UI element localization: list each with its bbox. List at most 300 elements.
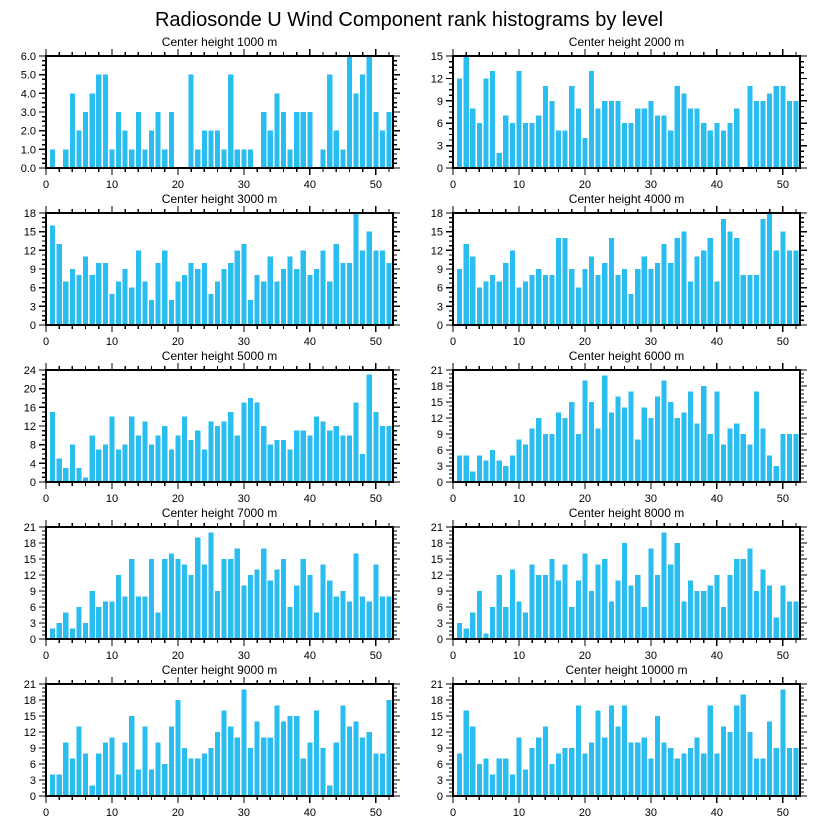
bar bbox=[688, 580, 693, 639]
bar bbox=[156, 743, 161, 796]
y-tick-label: 15 bbox=[430, 397, 443, 409]
x-tick-label: 20 bbox=[578, 336, 592, 348]
bar bbox=[208, 748, 213, 796]
bar bbox=[787, 748, 792, 796]
bar bbox=[728, 732, 733, 796]
bar bbox=[136, 769, 141, 796]
y-axis-labels bbox=[431, 522, 443, 646]
bar bbox=[63, 612, 68, 639]
y-tick-label: 15 bbox=[430, 226, 443, 239]
bar bbox=[169, 554, 174, 639]
bar bbox=[642, 607, 647, 639]
bar bbox=[182, 417, 187, 482]
bar bbox=[321, 250, 326, 325]
bar bbox=[635, 575, 640, 639]
bar bbox=[57, 775, 62, 796]
y-tick-label: 12 bbox=[23, 570, 36, 582]
bar bbox=[169, 300, 174, 325]
bar bbox=[780, 434, 785, 482]
bar bbox=[510, 775, 515, 796]
y-axis-labels bbox=[431, 679, 443, 803]
bar bbox=[70, 759, 75, 796]
bar bbox=[622, 705, 627, 796]
bar bbox=[294, 269, 299, 325]
y-axis-labels bbox=[24, 679, 36, 803]
bar bbox=[123, 131, 128, 168]
bar bbox=[327, 281, 332, 325]
bar bbox=[380, 250, 385, 325]
y-tick-label: 15 bbox=[23, 711, 36, 723]
bar bbox=[714, 575, 719, 639]
panel-title: Center height 6000 m bbox=[568, 349, 685, 363]
y-tick-label: 5.0 bbox=[20, 69, 36, 82]
y-tick-label: 4 bbox=[29, 458, 36, 471]
x-tick-label: 50 bbox=[776, 650, 789, 662]
bar bbox=[90, 275, 95, 325]
bar bbox=[470, 471, 475, 482]
bar bbox=[340, 705, 345, 796]
bar bbox=[596, 108, 601, 168]
bar bbox=[543, 275, 548, 325]
bar bbox=[169, 112, 174, 168]
panel-title: Center height 7000 m bbox=[161, 506, 278, 520]
bar bbox=[569, 269, 574, 325]
bar bbox=[609, 413, 614, 482]
bar bbox=[169, 727, 174, 796]
bar bbox=[156, 263, 161, 325]
panel-title: Center height 8000 m bbox=[568, 506, 685, 520]
bar bbox=[307, 743, 312, 796]
y-axis-labels bbox=[24, 208, 36, 332]
y-tick-label: 3 bbox=[436, 618, 443, 630]
x-tick-label: 40 bbox=[710, 807, 724, 819]
bar bbox=[602, 737, 607, 796]
bar bbox=[793, 101, 798, 168]
bar bbox=[464, 244, 469, 325]
bar bbox=[747, 548, 752, 639]
histogram-panel bbox=[413, 348, 812, 505]
bar bbox=[530, 429, 535, 482]
bar bbox=[367, 732, 372, 796]
bar bbox=[675, 86, 680, 168]
bar bbox=[50, 628, 55, 639]
bar bbox=[708, 238, 713, 325]
histogram-panel bbox=[413, 191, 812, 348]
bar bbox=[70, 445, 75, 482]
bars bbox=[50, 532, 392, 639]
bar bbox=[288, 449, 293, 482]
y-tick-label: 21 bbox=[23, 679, 36, 691]
bars bbox=[457, 689, 799, 796]
bar bbox=[576, 434, 581, 482]
bar bbox=[695, 257, 700, 325]
bar bbox=[215, 732, 220, 796]
bar bbox=[490, 71, 495, 168]
bar bbox=[510, 455, 515, 482]
bar bbox=[523, 445, 528, 482]
y-tick-label: 12 bbox=[430, 245, 443, 258]
bar bbox=[543, 727, 548, 796]
bar bbox=[314, 269, 319, 325]
x-axis-labels bbox=[450, 493, 789, 505]
bar bbox=[268, 131, 273, 168]
y-tick-label: 3.0 bbox=[20, 107, 36, 119]
bar bbox=[569, 402, 574, 482]
bar bbox=[90, 591, 95, 639]
bar bbox=[241, 586, 246, 639]
bar bbox=[655, 116, 660, 168]
bar bbox=[288, 607, 293, 639]
bar bbox=[688, 108, 693, 168]
bar bbox=[347, 263, 352, 325]
bars bbox=[457, 213, 799, 325]
y-tick-label: 18 bbox=[23, 208, 36, 220]
bar bbox=[576, 580, 581, 639]
bar bbox=[747, 275, 752, 325]
bar bbox=[215, 131, 220, 168]
bar bbox=[103, 743, 108, 796]
bar bbox=[228, 263, 233, 325]
x-tick-label: 10 bbox=[105, 336, 119, 348]
x-tick-label: 0 bbox=[42, 807, 50, 819]
x-tick-label: 10 bbox=[105, 179, 119, 191]
panel-grid bbox=[0, 34, 818, 819]
bar bbox=[255, 403, 260, 482]
bar bbox=[334, 743, 339, 796]
x-axis-labels bbox=[450, 807, 789, 819]
x-tick-label: 30 bbox=[237, 493, 251, 505]
x-tick-label: 30 bbox=[644, 493, 658, 505]
x-tick-label: 40 bbox=[710, 650, 724, 662]
y-tick-label: 21 bbox=[430, 365, 443, 377]
x-tick-label: 50 bbox=[369, 336, 382, 348]
bar bbox=[294, 586, 299, 639]
bar bbox=[248, 149, 253, 168]
bar bbox=[503, 466, 508, 482]
bar bbox=[301, 112, 306, 168]
bar bbox=[629, 743, 634, 796]
bar bbox=[695, 108, 700, 168]
x-tick-label: 20 bbox=[578, 493, 592, 505]
bar bbox=[787, 101, 792, 168]
bar bbox=[208, 294, 213, 325]
y-tick-label: 12 bbox=[430, 727, 443, 739]
bar bbox=[103, 445, 108, 482]
bar bbox=[83, 257, 88, 325]
bar bbox=[708, 586, 713, 639]
bar bbox=[662, 116, 667, 168]
bar bbox=[96, 449, 101, 482]
bar bbox=[288, 149, 293, 168]
x-tick-label: 0 bbox=[42, 336, 50, 348]
x-tick-label: 50 bbox=[776, 493, 789, 505]
histogram-plot bbox=[413, 505, 812, 662]
bar bbox=[386, 112, 391, 168]
bar bbox=[576, 288, 581, 325]
bar bbox=[195, 538, 200, 639]
bar bbox=[353, 554, 358, 639]
histogram-plot bbox=[413, 348, 812, 505]
histogram-panel bbox=[6, 662, 405, 819]
bar bbox=[175, 559, 180, 639]
bar bbox=[235, 250, 240, 325]
x-tick-label: 20 bbox=[578, 179, 592, 191]
x-tick-label: 20 bbox=[578, 650, 592, 662]
x-tick-label: 0 bbox=[449, 179, 457, 191]
bar bbox=[360, 250, 365, 325]
y-tick-label: 6 bbox=[29, 282, 36, 295]
bar bbox=[741, 559, 746, 639]
panel-title: Center height 3000 m bbox=[161, 192, 278, 206]
bar bbox=[648, 418, 653, 482]
x-axis-labels bbox=[450, 650, 789, 662]
bar bbox=[109, 602, 114, 639]
bar bbox=[149, 131, 154, 168]
panel-title: Center height 4000 m bbox=[568, 192, 685, 206]
x-tick-label: 40 bbox=[710, 336, 724, 348]
bar bbox=[714, 281, 719, 325]
y-tick-label: 3 bbox=[29, 301, 36, 314]
bar bbox=[510, 123, 515, 168]
bar bbox=[109, 737, 114, 796]
y-tick-label: 18 bbox=[430, 208, 443, 220]
bar bbox=[754, 101, 759, 168]
x-tick-label: 30 bbox=[237, 336, 251, 348]
bar bbox=[648, 269, 653, 325]
y-tick-label: 6 bbox=[436, 445, 443, 457]
bar bbox=[347, 435, 352, 482]
bar bbox=[629, 391, 634, 482]
bar bbox=[136, 250, 141, 325]
x-axis-labels bbox=[450, 179, 789, 191]
histogram-plot bbox=[413, 191, 812, 348]
bar bbox=[780, 586, 785, 639]
y-tick-label: 21 bbox=[430, 522, 443, 534]
bar bbox=[215, 591, 220, 639]
bar bbox=[288, 257, 293, 325]
y-tick-label: 0 bbox=[29, 477, 36, 489]
x-tick-label: 30 bbox=[644, 650, 658, 662]
bar bbox=[536, 116, 541, 168]
bar bbox=[728, 429, 733, 482]
bar bbox=[129, 716, 134, 796]
y-tick-label: 6 bbox=[29, 602, 36, 614]
bar bbox=[464, 455, 469, 482]
bar bbox=[497, 759, 502, 796]
bar bbox=[63, 281, 68, 325]
y-tick-label: 12 bbox=[430, 73, 443, 86]
bar bbox=[662, 244, 667, 325]
bar bbox=[563, 748, 568, 796]
bar bbox=[767, 455, 772, 482]
y-tick-label: 6.0 bbox=[20, 51, 36, 63]
bar bbox=[261, 737, 266, 796]
bar bbox=[294, 716, 299, 796]
y-tick-label: 0 bbox=[29, 634, 36, 646]
bar bbox=[116, 112, 121, 168]
y-tick-label: 0 bbox=[29, 791, 36, 803]
bar bbox=[386, 700, 391, 796]
bar bbox=[63, 468, 68, 482]
bar bbox=[162, 764, 167, 796]
bar bbox=[367, 375, 372, 482]
bar bbox=[321, 748, 326, 796]
x-tick-label: 50 bbox=[776, 179, 789, 191]
bar bbox=[582, 554, 587, 639]
bar bbox=[760, 759, 765, 796]
bar bbox=[503, 116, 508, 168]
bar bbox=[334, 244, 339, 325]
bar bbox=[556, 131, 561, 168]
bar bbox=[202, 753, 207, 796]
bar bbox=[793, 602, 798, 639]
bar bbox=[780, 232, 785, 325]
x-tick-label: 20 bbox=[171, 493, 185, 505]
bar bbox=[648, 548, 653, 639]
y-tick-label: 15 bbox=[430, 711, 443, 723]
bar bbox=[83, 753, 88, 796]
bar bbox=[76, 607, 81, 639]
bar bbox=[367, 56, 372, 168]
bar bbox=[635, 439, 640, 482]
bar bbox=[235, 548, 240, 639]
bar bbox=[470, 612, 475, 639]
bar bbox=[582, 138, 587, 168]
x-tick-label: 20 bbox=[171, 807, 185, 819]
bar bbox=[353, 403, 358, 482]
bar bbox=[483, 759, 488, 796]
bar bbox=[602, 263, 607, 325]
bar bbox=[136, 435, 141, 482]
bar bbox=[109, 149, 114, 168]
bar bbox=[556, 580, 561, 639]
bar bbox=[149, 300, 154, 325]
bar bbox=[662, 743, 667, 796]
bar bbox=[195, 759, 200, 796]
bar bbox=[629, 586, 634, 639]
bar bbox=[96, 263, 101, 325]
bar bbox=[615, 727, 620, 796]
y-tick-label: 15 bbox=[430, 51, 443, 63]
histogram-plot bbox=[413, 662, 812, 819]
bar bbox=[457, 753, 462, 796]
bar bbox=[622, 123, 627, 168]
bar bbox=[63, 149, 68, 168]
bar bbox=[248, 398, 253, 482]
bar bbox=[615, 580, 620, 639]
bar bbox=[248, 748, 253, 796]
bar bbox=[380, 426, 385, 482]
x-tick-label: 30 bbox=[237, 807, 251, 819]
bar bbox=[681, 753, 686, 796]
x-tick-label: 30 bbox=[237, 650, 251, 662]
x-tick-label: 50 bbox=[369, 179, 382, 191]
histogram-plot bbox=[6, 34, 405, 191]
x-tick-label: 40 bbox=[303, 650, 317, 662]
y-tick-label: 0 bbox=[436, 320, 443, 332]
y-tick-label: 0 bbox=[436, 791, 443, 803]
bar bbox=[149, 769, 154, 796]
bar bbox=[668, 402, 673, 482]
y-tick-label: 18 bbox=[430, 538, 443, 550]
y-tick-label: 12 bbox=[430, 570, 443, 582]
bar bbox=[655, 575, 660, 639]
y-tick-label: 6 bbox=[436, 282, 443, 295]
y-tick-label: 18 bbox=[23, 695, 36, 707]
bar bbox=[530, 123, 535, 168]
bar bbox=[195, 149, 200, 168]
bar bbox=[695, 737, 700, 796]
bar bbox=[301, 250, 306, 325]
bar bbox=[589, 591, 594, 639]
histogram-panel bbox=[413, 34, 812, 191]
x-axis-labels bbox=[43, 650, 382, 662]
bar bbox=[774, 748, 779, 796]
bar bbox=[90, 93, 95, 168]
bar bbox=[477, 591, 482, 639]
bar bbox=[774, 86, 779, 168]
bar bbox=[648, 101, 653, 168]
bar bbox=[721, 131, 726, 168]
bar bbox=[373, 112, 378, 168]
bar bbox=[248, 300, 253, 325]
x-tick-label: 10 bbox=[512, 650, 526, 662]
bar bbox=[142, 596, 147, 639]
bar bbox=[754, 591, 759, 639]
bar bbox=[477, 123, 482, 168]
bar bbox=[50, 149, 55, 168]
bars bbox=[50, 375, 392, 482]
bar bbox=[281, 721, 286, 796]
bar bbox=[622, 407, 627, 482]
bar bbox=[464, 56, 469, 168]
bar bbox=[457, 623, 462, 639]
y-tick-label: 9 bbox=[436, 586, 443, 598]
bar bbox=[373, 412, 378, 482]
bar bbox=[635, 108, 640, 168]
bar bbox=[615, 275, 620, 325]
y-tick-label: 9 bbox=[436, 95, 443, 108]
bar bbox=[648, 759, 653, 796]
bar bbox=[321, 149, 326, 168]
bar bbox=[129, 288, 134, 325]
bar bbox=[189, 575, 194, 639]
y-tick-label: 12 bbox=[23, 421, 36, 433]
y-tick-label: 9 bbox=[29, 743, 36, 755]
y-tick-label: 9 bbox=[436, 429, 443, 441]
bar bbox=[301, 431, 306, 482]
bar bbox=[747, 445, 752, 482]
bar bbox=[675, 418, 680, 482]
bar bbox=[261, 112, 266, 168]
bar bbox=[57, 459, 62, 482]
bar bbox=[602, 375, 607, 482]
bar bbox=[741, 695, 746, 796]
y-tick-label: 12 bbox=[23, 245, 36, 258]
bar bbox=[380, 596, 385, 639]
bar bbox=[222, 421, 227, 482]
bar bbox=[635, 269, 640, 325]
bar bbox=[760, 219, 765, 325]
bar bbox=[470, 257, 475, 325]
bar bbox=[530, 275, 535, 325]
bar bbox=[530, 748, 535, 796]
bar bbox=[367, 232, 372, 325]
bar bbox=[543, 86, 548, 168]
bar bbox=[589, 257, 594, 325]
bar bbox=[793, 434, 798, 482]
bar bbox=[103, 602, 108, 639]
